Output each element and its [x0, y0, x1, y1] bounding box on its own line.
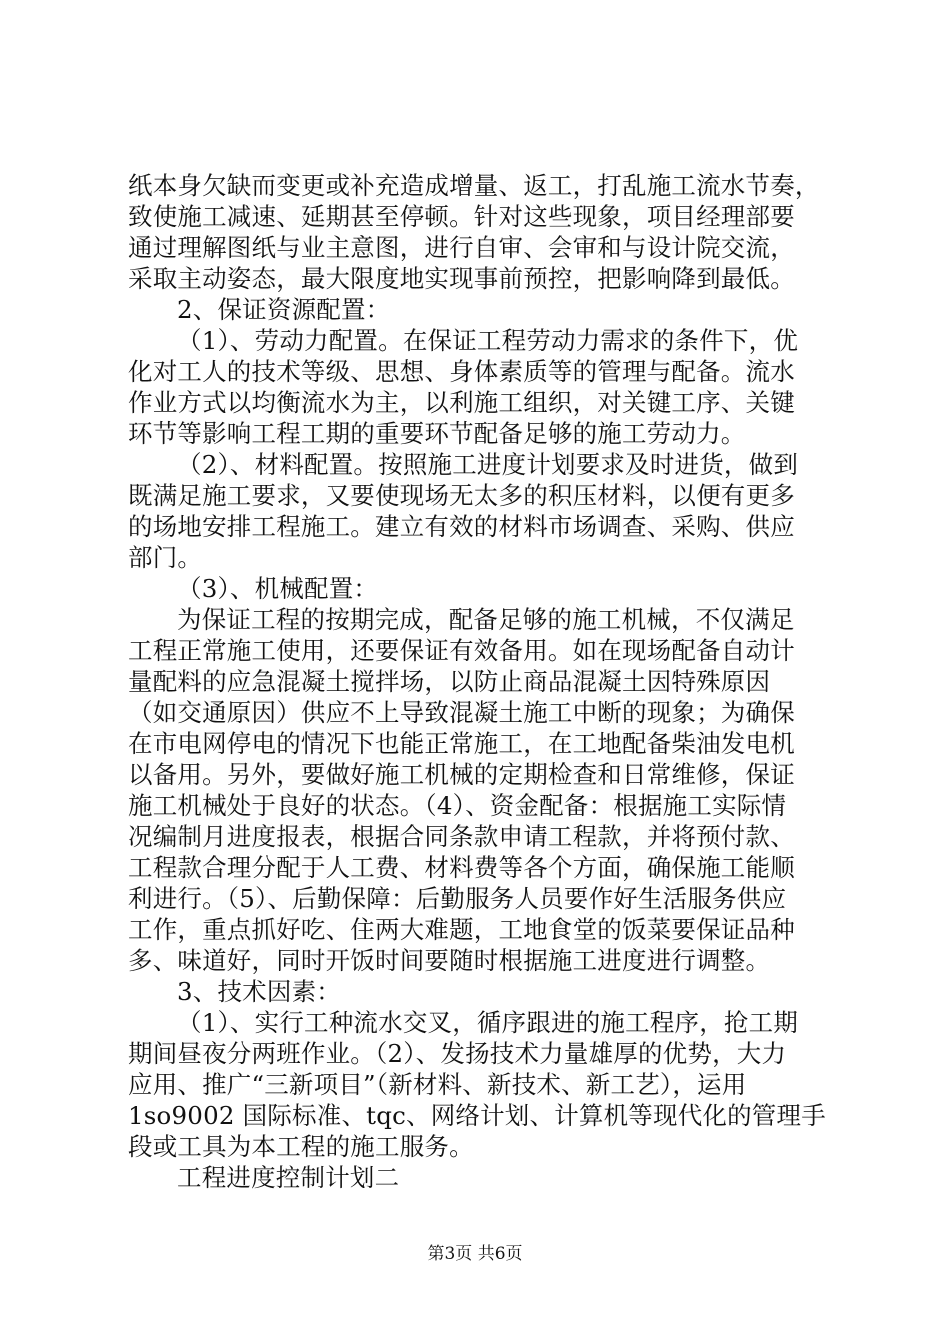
- text-line: 工程正常施工使用，还要保证有效备用。如在现场配备自动计: [128, 636, 795, 665]
- text-line: 利进行。（5）、后勤保障：后勤服务人员要作好生活服务供应: [128, 884, 787, 913]
- paragraph-start: （2）、材料配置。按照施工进度计划要求及时进货，做到: [177, 450, 799, 479]
- text-line: 环节等影响工程工期的重要环节配备足够的施工劳动力。: [128, 419, 746, 448]
- section-heading: 2、保证资源配置：: [177, 295, 391, 324]
- paragraph-start: （1）、劳动力配置。在保证工程劳动力需求的条件下，优: [177, 326, 799, 355]
- text-line: 量配料的应急混凝土搅拌场，以防止商品混凝土因特殊原因: [128, 667, 771, 696]
- text-line: 部门。: [128, 543, 203, 572]
- text-line: 既满足施工要求，又要使现场无太多的积压材料，以便有更多: [128, 481, 795, 510]
- paragraph-start: （1）、实行工种流水交叉，循序跟进的施工程序，抢工期: [177, 1008, 799, 1037]
- text-line: 期间昼夜分两班作业。（2）、发扬技术力量雄厚的优势，大力: [128, 1039, 787, 1068]
- text-line: 工程款合理分配于人工费、材料费等各个方面，确保施工能顺: [128, 853, 795, 882]
- text-line: 以备用。另外，要做好施工机械的定期检查和日常维修，保证: [128, 760, 795, 789]
- section-heading: （3）、机械配置：: [177, 574, 379, 603]
- text-line: 施工机械处于良好的状态。（4）、资金配备：根据施工实际情: [128, 791, 787, 820]
- text-line: （如交通原因）供应不上导致混凝土施工中断的现象；为确保: [128, 698, 795, 727]
- text-line: 多、味道好，同时开饭时间要随时根据施工进度进行调整。: [128, 946, 771, 975]
- paragraph-start: 为保证工程的按期完成，配备足够的施工机械，不仅满足: [177, 605, 795, 634]
- page-number-footer: 第3页 共6页: [427, 1244, 523, 1264]
- section-heading: 3、技术因素：: [177, 977, 341, 1006]
- text-line: 采取主动姿态，最大限度地实现事前预控，把影响降到最低。: [128, 264, 795, 293]
- text-line: 化对工人的技术等级、思想、身体素质等的管理与配备。流水: [128, 357, 795, 386]
- text-line: 的场地安排工程施工。建立有效的材料市场调查、采购、供应: [128, 512, 795, 541]
- section-heading: 工程进度控制计划二: [177, 1163, 400, 1192]
- text-line: 工作，重点抓好吃、住两大难题，工地食堂的饭菜要保证品种: [128, 915, 795, 944]
- text-line: 况编制月进度报表，根据合同条款申请工程款，并将预付款、: [128, 822, 795, 851]
- document-body: [128, 170, 833, 1193]
- text-line: 纸本身欠缺而变更或补充造成增量、返工，打乱施工流水节奏，: [128, 171, 820, 200]
- text-line: 通过理解图纸与业主意图，进行自审、会审和与设计院交流，: [128, 233, 795, 262]
- text-line: 致使施工减速、延期甚至停顿。针对这些现象，项目经理部要: [128, 202, 795, 231]
- text-line: 1so9002 国际标准、tqc、网络计划、计算机等现代化的管理手: [128, 1101, 826, 1130]
- text-line: 在市电网停电的情况下也能正常施工，在工地配备柴油发电机: [128, 729, 795, 758]
- text-line: 段或工具为本工程的施工服务。: [128, 1132, 474, 1161]
- text-line: 应用、推广“三新项目”（新材料、新技术、新工艺），运用: [128, 1070, 747, 1099]
- text-line: 作业方式以均衡流水为主，以利施工组织，对关键工序、关键: [128, 388, 795, 417]
